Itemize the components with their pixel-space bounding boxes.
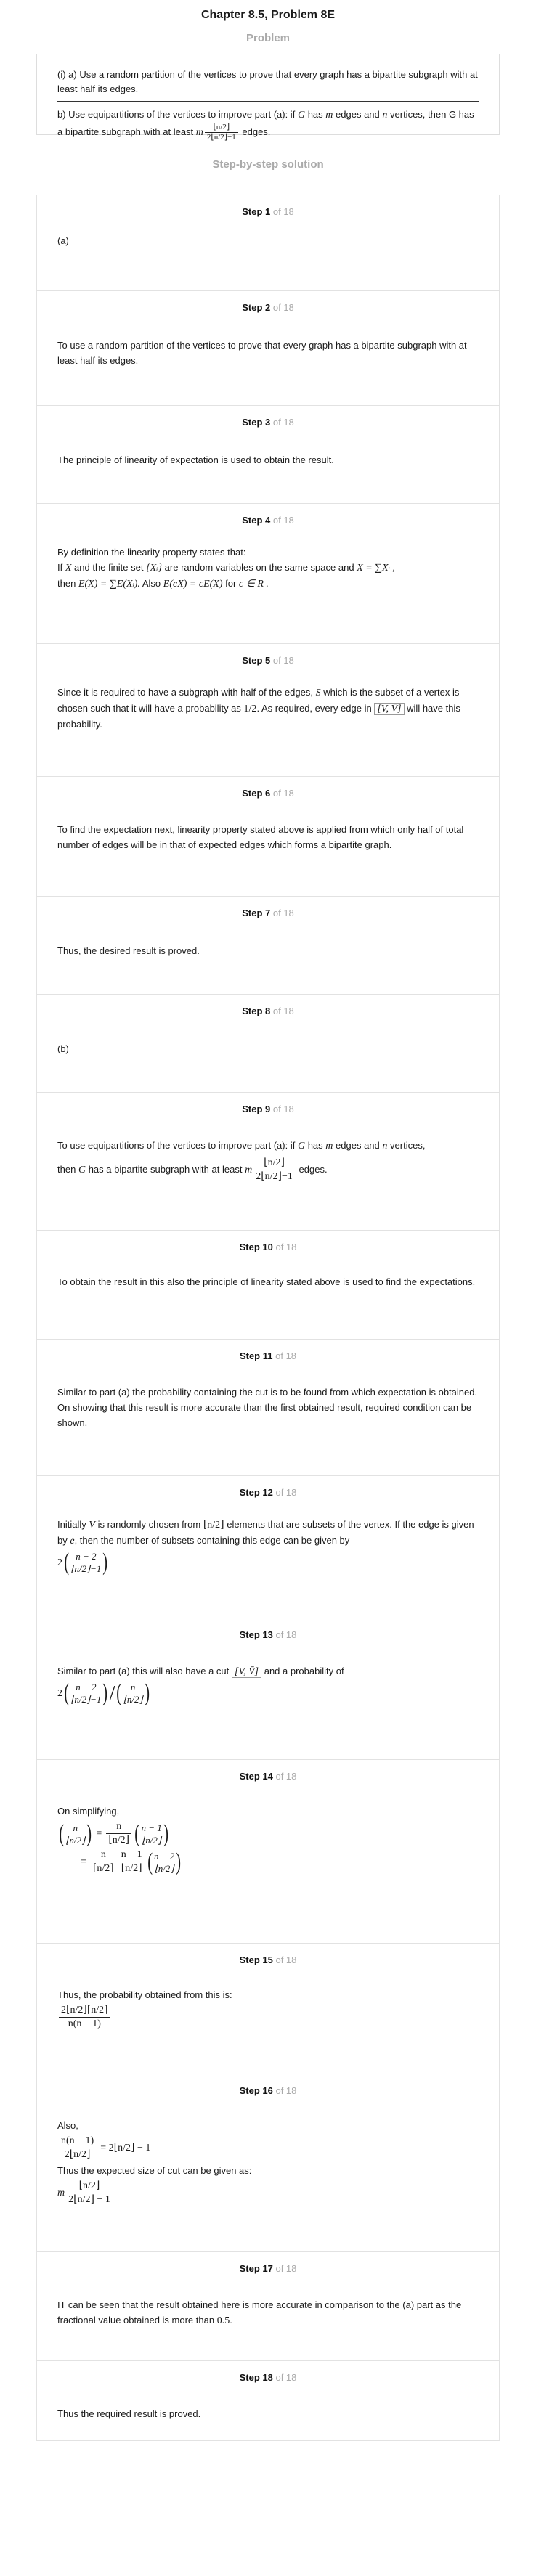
step-15-text: Thus, the probability obtained from this is: $\frac{2⌊n/2⌋⌈n/2⌉}{n(n - 1)}$ xyxy=(57,1989,232,2029)
step-12-text: Initially V is randomly chosen from ⌊n/2⌋ elements that are subsets of the vertex. If the edge is given by e, then the number of subsets containing this edge can be given by 2 ( n − 2 ⌊n/2⌋−1 ) xyxy=(57,1519,474,1576)
step-11: Step 11 of 18 Similar to part (a) the probability containing the cut is to be found from which expectation is obtained. On showing that this result is more accurate than the first obtained result, required condition can be shown. xyxy=(36,1340,500,1476)
step-10: Step 10 of 18 To obtain the result in this also the principle of linearity stated above is used to find the expectations. xyxy=(36,1231,500,1340)
step-13: Step 13 of 18 Similar to part (a) this will also have a cut [V, V̄] and a probability of 2 ( n − 2 ⌊n/2⌋−1 ) / ( n ⌊n/2⌋ ) xyxy=(36,1618,500,1760)
step-17-text: IT can be seen that the result obtained here is more accurate in comparison to the (a) part as the fractional value obtained is more than 0.5. xyxy=(57,2299,462,2326)
problem-part-a: (i) a) Use a random partition of the vertices to prove that every graph has a bipartite subgraph with at least half its edges. xyxy=(57,69,478,94)
step-17: Step 17 of 18 IT can be seen that the result obtained here is more accurate in comparison to the (a) part as the fractional value obtained is more than 0.5. xyxy=(36,2252,500,2361)
step-13-text: Similar to part (a) this will also have a cut [V, V̄] and a probability of 2 ( n − 2 ⌊n/2⌋−1 ) / ( n ⌊n/2⌋ ) xyxy=(57,1666,344,1706)
step-9: Step 9 of 18 To use equipartitions of the vertices to improve part (a): if G has m edges and n vertices, then G has a bipartite subgraph with at least m $\frac{⌊n/2⌋}{2⌊n/2⌋-1}$ edges. xyxy=(36,1093,500,1231)
step-16-text: Also, $\frac{n(n - 1)}{2⌊n/2⌋}$ = 2⌊n/2⌋ − 1 Thus the expected size of cut can be given as: m $\frac{⌊n/2⌋}{2⌊n/2⌋ - 1}$ xyxy=(57,2120,252,2205)
step-18: Step 18 of 18 Thus the required result is proved. xyxy=(36,2361,500,2441)
step-2: Step 2 of 18 To use a random partition of the vertices to prove that every graph has a bipartite subgraph with at least half its edges. xyxy=(36,291,500,406)
step-3-text: The principle of linearity of expectation is used to obtain the result. xyxy=(57,455,334,465)
problem-box xyxy=(36,54,500,142)
step-4: Step 4 of 18 By definition the linearity property states that: If X and the finite set {Xᵢ} are random variables on the same space and X = ∑Xᵢ , then E(X) = ∑E(Xᵢ). Also E(cX) = cE(X) for c ∈ R . xyxy=(36,504,500,644)
step-4-text: By definition the linearity property states that: If X and the finite set {Xᵢ} are random variables on the same space and X = ∑Xᵢ , then E(X) = ∑E(Xᵢ). Also E(cX) = cE(X) for c ∈ R . xyxy=(57,547,395,590)
step-6-text: To find the expectation next, linearity property stated above is applied from which only half of total number of edges will be in that of expected edges which forms a bipartite graph. xyxy=(57,824,464,850)
page-title: Chapter 8.5, Problem 8E xyxy=(200,9,336,21)
step-14-text: On simplifying, ( n ⌊n/2⌋ ) = $\frac{n}{⌊n/2⌋}$ ( n − 1 ⌊n/2⌋ ) = $\frac{n}{⌈n/2⌉}$ $\frac{n - 1}{⌊n/2⌋}$ ( n − 2 ⌊n/2⌋ ) xyxy=(57,1806,182,1875)
step-12: Step 12 of 18 Initially V is randomly chosen from ⌊n/2⌋ elements that are subsets of the vertex. If the edge is given by e, then the number of subsets containing this edge can be given by 2 ( n − 2 ⌊n/2⌋−1 ) xyxy=(36,1476,500,1618)
step-1: Step 1 of 18 (a) xyxy=(36,195,500,291)
step-8: Step 8 of 18 (b) xyxy=(36,995,500,1093)
step-2-text: To use a random partition of the vertices to prove that every graph has a bipartite subgraph with at least half its edges. xyxy=(57,340,467,366)
step-1-text: (a) xyxy=(57,235,69,246)
solution-heading: Step-by-step solution xyxy=(212,158,324,171)
step-14: Step 14 of 18 On simplifying, ( n ⌊n/2⌋ ) = $\frac{n}{⌊n/2⌋}$ ( n − 1 ⌊n/2⌋ ) = $\frac{n}{⌈n/2⌉}$ $\frac{n - 1}{⌊n/2⌋}$ ( n − 2 ⌊n/2⌋ ) xyxy=(36,1760,500,1944)
problem-part-b: b) Use equipartitions of the vertices to improve part (a): if G has m edges and n vertices, then G has a bipartite subgraph with at least m $\frac{⌊n/2⌋}{2⌊n/2⌋-1}$ edges. xyxy=(57,109,474,142)
step-5: Step 5 of 18 Since it is required to have a subgraph with half of the edges, S which is the subset of a vertex is chosen such that it will have a probability as 1/2. As required, every edge in [V, V̄] will have this probability. xyxy=(36,644,500,777)
step-10-text: To obtain the result in this also the principle of linearity stated above is used to find the expectations. xyxy=(57,1276,476,1287)
step-11-text: Similar to part (a) the probability containing the cut is to be found from which expectation is obtained. On showing that this result is more accurate than the first obtained result, required condition can be shown. xyxy=(57,1387,478,1428)
step-8-text: (b) xyxy=(57,1043,69,1054)
step-3: Step 3 of 18 The principle of linearity of expectation is used to obtain the result. xyxy=(36,406,500,504)
step-7: Step 7 of 18 Thus, the desired result is proved. xyxy=(36,897,500,995)
step-16: Step 16 of 18 Also, $\frac{n(n - 1)}{2⌊n/2⌋}$ = 2⌊n/2⌋ − 1 Thus the expected size of cut can be given as: m $\frac{⌊n/2⌋}{2⌊n/2⌋ - 1}$ xyxy=(36,2074,500,2252)
step-9-text: To use equipartitions of the vertices to improve part (a): if G has m edges and n vertices, then G has a bipartite subgraph with at least m $\frac{⌊n/2⌋}{2⌊n/2⌋-1}$ edges. xyxy=(57,1140,426,1182)
step-15: Step 15 of 18 Thus, the probability obtained from this is: $\frac{2⌊n/2⌋⌈n/2⌉}{n(n - 1)}$ xyxy=(36,1944,500,2074)
step-18-text: Thus the required result is proved. xyxy=(57,2408,201,2419)
step-7-text: Thus, the desired result is proved. xyxy=(57,945,200,956)
problem-heading: Problem xyxy=(245,32,290,44)
problem-divider xyxy=(57,101,479,102)
step-5-text: Since it is required to have a subgraph with half of the edges, S which is the subset of a vertex is chosen such that it will have a probability as 1/2. As required, every edge in [V, V̄] will have this probability. xyxy=(57,687,460,730)
step-6: Step 6 of 18 To find the expectation next, linearity property stated above is applied from which only half of total number of edges will be in that of expected edges which forms a bipartite graph. xyxy=(36,777,500,897)
